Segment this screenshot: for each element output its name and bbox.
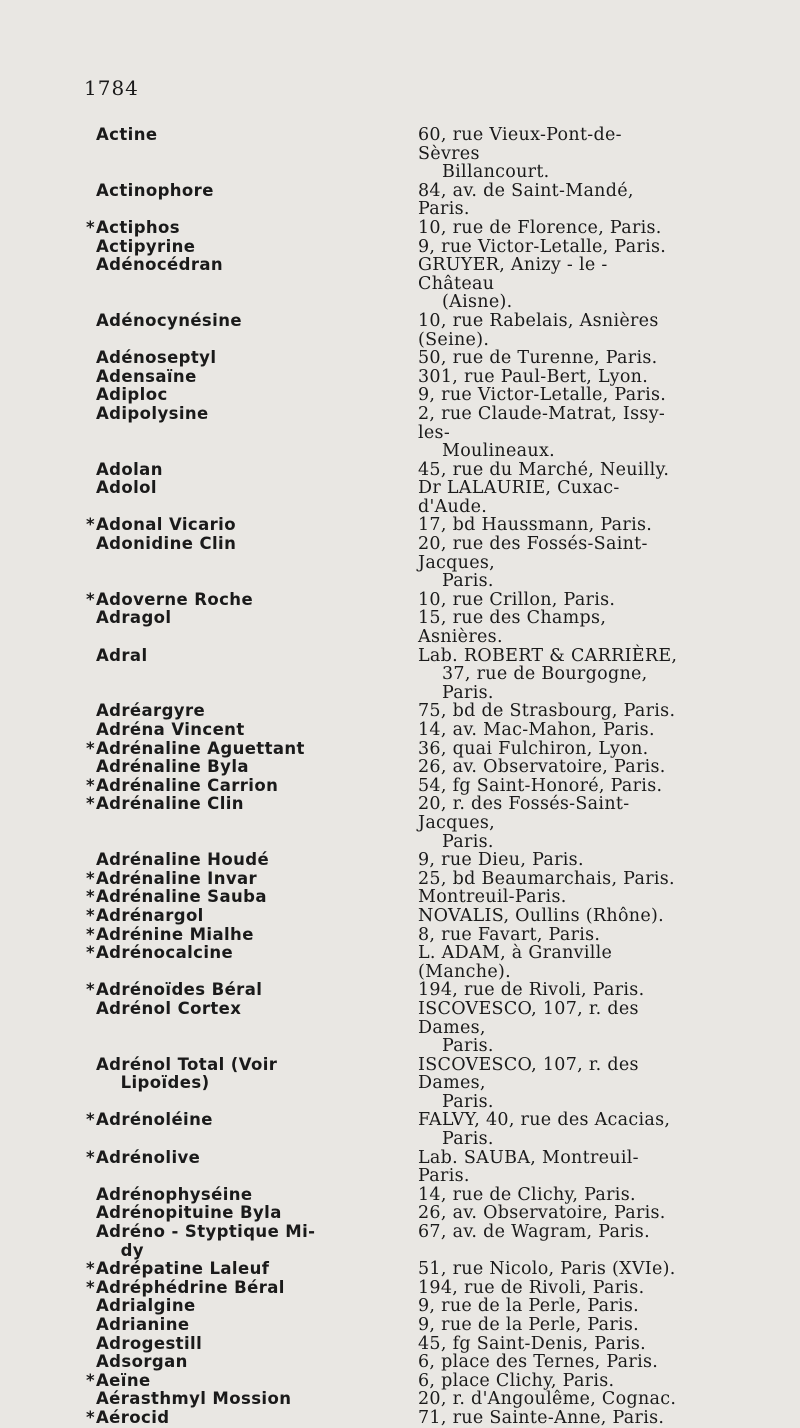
product-address <box>322 1279 682 1298</box>
product-name <box>0 870 322 889</box>
list-item <box>0 535 800 591</box>
product-name-text: Adolol <box>96 478 157 498</box>
product-name-text: Actine <box>96 125 158 144</box>
product-name <box>0 1353 322 1372</box>
product-address <box>322 1260 682 1279</box>
product-address <box>322 1149 682 1186</box>
product-address <box>322 461 682 480</box>
product-name-text: Adrénaline Invar <box>96 868 258 888</box>
product-name-text: Adénocynésine <box>96 310 242 330</box>
address-line: Montreuil-Paris. <box>418 887 567 908</box>
product-name-text: Adénoseptyl <box>96 348 217 368</box>
list-item <box>0 1223 800 1260</box>
product-name <box>0 1149 322 1186</box>
address-line: 9, rue Dieu, Paris. <box>418 850 584 871</box>
list-item <box>0 758 800 777</box>
list-item <box>0 1000 800 1056</box>
address-line: 10, rue Rabelais, Asnières (Seine). <box>418 310 665 350</box>
list-item <box>0 1297 800 1316</box>
product-name <box>0 944 322 981</box>
product-name <box>0 795 322 851</box>
address-line: 51, rue Nicolo, Paris (XVIe). <box>418 1259 676 1280</box>
product-address <box>322 126 682 182</box>
product-name-text: Adsorgan <box>96 1352 188 1372</box>
address-line: 20, rue des Fossés-Saint-Jacques, <box>418 534 648 573</box>
asterisk-mark: * <box>86 1147 96 1167</box>
address-continuation: (Aisne). <box>442 292 513 313</box>
address-line: 9, rue Victor-Letalle, Paris. <box>418 236 667 257</box>
asterisk-mark: * <box>86 794 96 814</box>
product-name-text: Adrénolive <box>96 1147 201 1167</box>
product-name-text: Adrénol Total (Voir Lipoïdes) <box>96 1054 278 1093</box>
product-address <box>322 591 682 610</box>
product-name <box>0 1000 322 1056</box>
asterisk-mark: * <box>86 868 96 888</box>
product-name <box>0 758 322 777</box>
product-name-text: Aérasthmyl Mossion <box>96 1389 292 1409</box>
address-line: 60, rue Vieux-Pont-de-Sèvres <box>418 125 622 164</box>
product-address <box>322 479 682 516</box>
product-name <box>0 1316 322 1335</box>
address-line: 6, place Clichy, Paris. <box>418 1370 615 1391</box>
product-name <box>0 851 322 870</box>
product-address <box>322 256 682 312</box>
address-line: 8, rue Favart, Paris. <box>418 924 601 945</box>
list-item <box>0 238 800 257</box>
product-name <box>0 981 322 1000</box>
list-item <box>0 1372 800 1391</box>
address-line: Lab. ROBERT & CARRIÈRE, <box>418 645 678 666</box>
address-continuation: Paris. <box>442 1091 494 1112</box>
product-name-text: Adrénocalcine <box>96 943 234 963</box>
list-item <box>0 1204 800 1223</box>
asterisk-mark: * <box>86 887 96 907</box>
product-name-text: Actipyrine <box>96 236 196 256</box>
address-continuation: Billancourt. <box>442 162 550 183</box>
product-address <box>322 219 682 238</box>
product-name <box>0 1335 322 1354</box>
product-address <box>322 1297 682 1316</box>
product-name-text: Adrénol Cortex <box>96 998 242 1018</box>
product-address <box>322 1186 682 1205</box>
product-name <box>0 312 322 349</box>
product-name <box>0 777 322 796</box>
product-address <box>322 1316 682 1335</box>
product-name <box>0 888 322 907</box>
address-continuation: Paris. <box>442 1036 494 1057</box>
list-item <box>0 256 800 312</box>
list-item <box>0 182 800 219</box>
product-name-text: Adonal Vicario <box>96 515 236 535</box>
product-name <box>0 349 322 368</box>
list-item <box>0 312 800 349</box>
product-address <box>322 368 682 387</box>
product-name <box>0 386 322 405</box>
list-item <box>0 1279 800 1298</box>
list-item <box>0 349 800 368</box>
page-number: 1784 <box>84 76 139 100</box>
list-item <box>0 1316 800 1335</box>
list-item <box>0 926 800 945</box>
product-name <box>0 926 322 945</box>
asterisk-mark: * <box>86 217 96 237</box>
list-item <box>0 888 800 907</box>
product-name-text: Actiphos <box>96 217 181 237</box>
list-item <box>0 591 800 610</box>
asterisk-mark: * <box>86 1407 96 1427</box>
product-name-text: Adolan <box>96 459 163 479</box>
product-address <box>322 312 682 349</box>
product-address <box>322 238 682 257</box>
product-address <box>322 1223 682 1260</box>
address-line: 17, bd Haussmann, Paris. <box>418 515 653 536</box>
product-name <box>0 182 322 219</box>
product-name <box>0 1372 322 1391</box>
product-name <box>0 256 322 312</box>
asterisk-mark: * <box>86 924 96 944</box>
list-item <box>0 1335 800 1354</box>
product-name <box>0 516 322 535</box>
product-name <box>0 405 322 461</box>
list-item <box>0 795 800 851</box>
asterisk-mark: * <box>86 980 96 1000</box>
product-address <box>322 1409 682 1428</box>
product-name <box>0 126 322 182</box>
product-address <box>322 907 682 926</box>
list-item <box>0 740 800 759</box>
product-name-text: Adrénargol <box>96 905 204 925</box>
product-name-text: Adénocédran <box>96 255 224 275</box>
address-line: L. ADAM, à Granville (Manche). <box>418 943 619 982</box>
product-name-text: Adrénaline Byla <box>96 757 249 777</box>
product-address <box>322 609 682 646</box>
list-item <box>0 386 800 405</box>
product-name-text: Adrénopituine Byla <box>96 1203 282 1223</box>
product-address <box>322 1204 682 1223</box>
address-continuation: Paris. <box>442 571 494 592</box>
product-name-text: Adral <box>96 645 148 665</box>
list-item <box>0 1353 800 1372</box>
product-name-text: Adréna Vincent <box>96 720 245 739</box>
entry-list <box>0 126 800 1428</box>
product-address <box>322 535 682 591</box>
address-line: Lab. SAUBA, Montreuil-Paris. <box>418 1147 639 1187</box>
product-name <box>0 1260 322 1279</box>
product-address <box>322 926 682 945</box>
address-line: 15, rue des Champs, Asnières. <box>418 608 613 648</box>
asterisk-mark: * <box>86 775 96 795</box>
list-item <box>0 981 800 1000</box>
address-line: 9, rue Victor-Letalle, Paris. <box>418 385 667 406</box>
product-address <box>322 944 682 981</box>
product-name-text: Adiploc <box>96 385 168 405</box>
address-line: 84, av. de Saint-Mandé, Paris. <box>418 180 640 220</box>
product-address <box>322 349 682 368</box>
product-name-text: Adipolysine <box>96 403 209 423</box>
product-name-text: Adréno - Styptique Mi- dy <box>96 1222 316 1260</box>
product-name-text: Adrénaline Carrion <box>96 775 279 795</box>
asterisk-mark: * <box>86 1370 96 1390</box>
product-name-text: Adrialgine <box>96 1296 196 1316</box>
list-item <box>0 777 800 796</box>
address-line: GRUYER, Anizy - le - Château <box>418 255 614 294</box>
list-item <box>0 1186 800 1205</box>
product-name-text: Adrénophyséine <box>96 1184 253 1204</box>
address-line: 6, place des Ternes, Paris. <box>418 1352 659 1373</box>
product-name <box>0 740 322 759</box>
product-name-text: Adensaïne <box>96 366 197 386</box>
product-name-text: Adoverne Roche <box>96 589 254 609</box>
product-name <box>0 479 322 516</box>
list-item <box>0 870 800 889</box>
product-address <box>322 182 682 219</box>
product-address <box>322 777 682 796</box>
product-name-text: Adrépatine Laleuf <box>96 1259 270 1279</box>
product-name-text: Actinophore <box>96 180 214 200</box>
address-continuation: Moulineaux. <box>442 441 555 462</box>
product-address <box>322 386 682 405</box>
asterisk-mark: * <box>86 943 96 963</box>
product-name-text: Adrénaline Clin <box>96 794 244 814</box>
product-name-text: Adrénaline Sauba <box>96 887 267 907</box>
address-continuation: 37, rue de Bourgogne, Paris. <box>442 664 654 703</box>
address-line: 36, quai Fulchiron, Lyon. <box>418 738 649 759</box>
product-name-text: Adrénoléine <box>96 1110 213 1130</box>
product-name <box>0 535 322 591</box>
address-line: FALVY, 40, rue des Acacias, <box>418 1110 671 1131</box>
address-line: ISCOVESCO, 107, r. des Dames, <box>418 998 645 1038</box>
list-item <box>0 721 800 740</box>
address-line: 26, av. Observatoire, Paris. <box>418 757 666 778</box>
product-name <box>0 1390 322 1409</box>
product-name <box>0 238 322 257</box>
address-line: 54, fg Saint-Honoré, Paris. <box>418 775 663 796</box>
list-item <box>0 368 800 387</box>
list-item <box>0 702 800 721</box>
product-name-text: Adrénine Mialhe <box>96 924 254 944</box>
list-item <box>0 126 800 182</box>
product-name-text: Adragol <box>96 608 172 628</box>
product-name <box>0 1223 322 1260</box>
asterisk-mark: * <box>86 905 96 925</box>
address-line: NOVALIS, Oullins (Rhône). <box>418 905 665 926</box>
product-name <box>0 1111 322 1148</box>
address-line: 45, rue du Marché, Neuilly. <box>418 459 670 480</box>
product-address <box>322 647 682 703</box>
product-name <box>0 907 322 926</box>
product-address <box>322 758 682 777</box>
address-line: 67, av. de Wagram, Paris. <box>418 1222 650 1243</box>
address-line: 20, r. d'Angoulême, Cognac. <box>418 1389 677 1410</box>
list-item <box>0 944 800 981</box>
address-line: 14, rue de Clichy, Paris. <box>418 1184 636 1205</box>
product-name-text: Adrianine <box>96 1315 190 1334</box>
product-address <box>322 795 682 851</box>
asterisk-mark: * <box>86 1110 96 1130</box>
address-line: Dr LALAURIE, Cuxac-d'Aude. <box>418 478 620 517</box>
list-item <box>0 1409 800 1428</box>
product-name <box>0 219 322 238</box>
list-item <box>0 851 800 870</box>
product-name <box>0 368 322 387</box>
address-line: 20, r. des Fossés-Saint-Jacques, <box>418 794 630 833</box>
product-address <box>322 721 682 740</box>
address-line: 301, rue Paul-Bert, Lyon. <box>418 366 649 387</box>
product-name <box>0 721 322 740</box>
list-item <box>0 479 800 516</box>
product-name-text: Aeïne <box>96 1370 151 1390</box>
product-name <box>0 1204 322 1223</box>
list-item <box>0 609 800 646</box>
product-name-text: Aérocid <box>96 1407 170 1427</box>
product-address <box>322 1000 682 1056</box>
asterisk-mark: * <box>86 1277 96 1297</box>
list-item <box>0 219 800 238</box>
product-address <box>322 702 682 721</box>
asterisk-mark: * <box>86 738 96 758</box>
list-item <box>0 1056 800 1112</box>
list-item <box>0 1260 800 1279</box>
address-line: ISCOVESCO, 107, r. des Dames, <box>418 1054 645 1094</box>
product-name <box>0 1056 322 1112</box>
asterisk-mark: * <box>86 1259 96 1279</box>
address-line: 26, av. Observatoire, Paris. <box>418 1203 666 1224</box>
list-item <box>0 907 800 926</box>
product-address <box>322 888 682 907</box>
list-item <box>0 516 800 535</box>
product-name <box>0 702 322 721</box>
product-address <box>322 1353 682 1372</box>
address-line: 45, fg Saint-Denis, Paris. <box>418 1333 646 1354</box>
product-name <box>0 1279 322 1298</box>
product-name <box>0 591 322 610</box>
product-name <box>0 461 322 480</box>
product-name <box>0 609 322 646</box>
product-address <box>322 1335 682 1354</box>
product-name-text: Adrénoïdes Béral <box>96 980 263 1000</box>
address-continuation: Paris. <box>442 831 494 852</box>
address-line: 10, rue Crillon, Paris. <box>418 589 616 610</box>
product-address <box>322 870 682 889</box>
product-name-text: Adrénaline Houdé <box>96 850 270 870</box>
address-line: 71, rue Sainte-Anne, Paris. <box>418 1407 665 1428</box>
address-continuation: Paris. <box>442 1129 494 1150</box>
list-item <box>0 647 800 703</box>
product-name <box>0 1186 322 1205</box>
product-name-text: Adréphédrine Béral <box>96 1277 285 1297</box>
product-name-text: Adonidine Clin <box>96 534 237 554</box>
product-address <box>322 981 682 1000</box>
product-name-text: Adrogestill <box>96 1333 203 1353</box>
list-item <box>0 1111 800 1148</box>
product-address <box>322 405 682 461</box>
asterisk-mark: * <box>86 515 96 535</box>
address-line: 9, rue de la Perle, Paris. <box>418 1296 640 1317</box>
address-line: 50, rue de Turenne, Paris. <box>418 348 658 369</box>
address-line: 2, rue Claude-Matrat, Issy-les- <box>418 403 666 443</box>
list-item <box>0 1390 800 1409</box>
product-address <box>322 1390 682 1409</box>
asterisk-mark: * <box>86 589 96 609</box>
product-address <box>322 851 682 870</box>
list-item <box>0 1149 800 1186</box>
address-line: 25, bd Beaumarchais, Paris. <box>418 868 675 889</box>
product-name-text: Adréargyre <box>96 701 206 721</box>
product-name <box>0 1297 322 1316</box>
list-item <box>0 461 800 480</box>
product-name <box>0 647 322 703</box>
product-name-text: Adrénaline Aguettant <box>96 738 305 758</box>
address-line: 9, rue de la Perle, Paris. <box>418 1315 640 1335</box>
product-address <box>322 1111 682 1148</box>
address-line: 75, bd de Strasbourg, Paris. <box>418 701 676 722</box>
product-address <box>322 1056 682 1112</box>
address-line: 10, rue de Florence, Paris. <box>418 217 662 238</box>
address-line: 194, rue de Rivoli, Paris. <box>418 1277 645 1298</box>
product-name <box>0 1409 322 1428</box>
list-item <box>0 405 800 461</box>
product-address <box>322 516 682 535</box>
address-line: 194, rue de Rivoli, Paris. <box>418 980 645 1001</box>
product-address <box>322 1372 682 1391</box>
address-line: 14, av. Mac-Mahon, Paris. <box>418 720 655 740</box>
product-address <box>322 740 682 759</box>
